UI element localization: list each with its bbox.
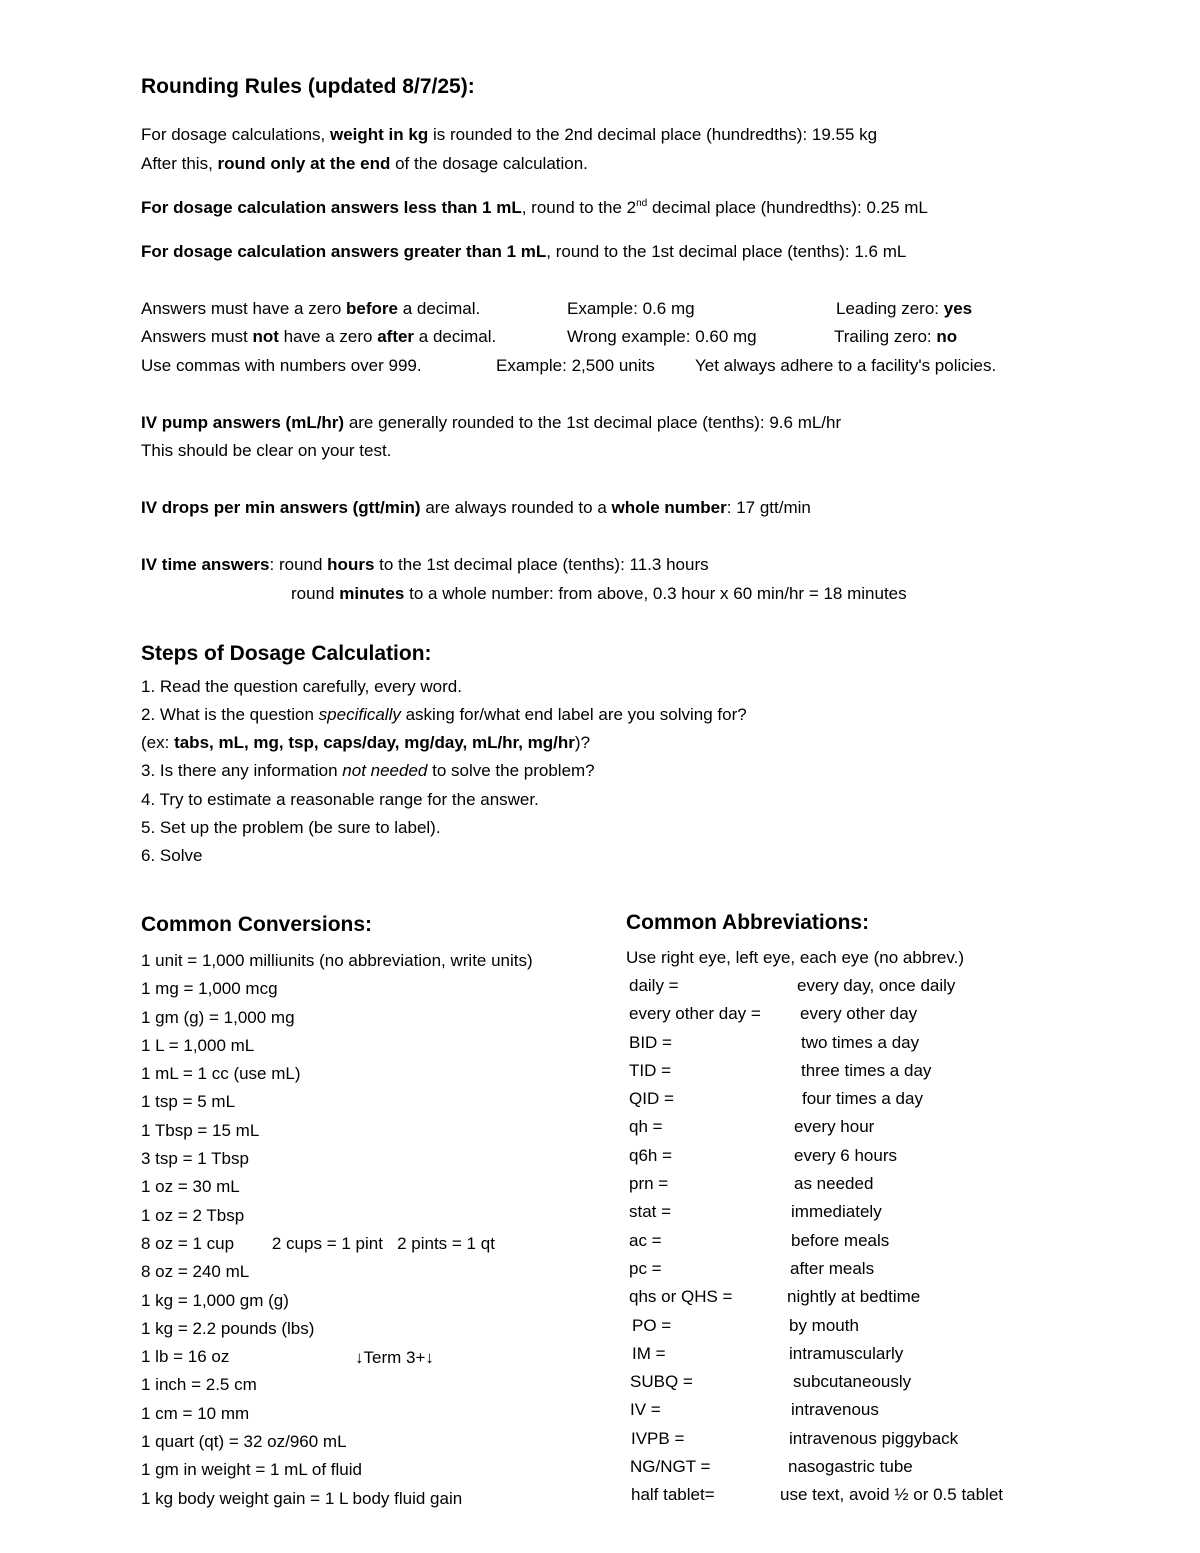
abbreviation-term: BID =: [629, 1032, 672, 1052]
less-than-1ml-rule: For dosage calculation answers less than 1 mL, round to the 2nd decimal place (hundredths): 0.25 mL: [141, 198, 928, 217]
abbreviation-term: TID =: [629, 1060, 672, 1080]
abbreviation-term: qh =: [629, 1117, 663, 1137]
abbreviation-meaning: after meals: [790, 1258, 875, 1278]
conversion-item: 1 Tbsp = 15 mL: [141, 1120, 260, 1140]
conversion-item: 1 mL = 1 cc (use mL): [141, 1064, 301, 1084]
step-3: 3. Is there any information not needed to solve the problem?: [141, 761, 595, 780]
abbreviation-meaning: intramuscularly: [789, 1343, 904, 1363]
conversion-item: 1 oz = 2 Tbsp: [141, 1205, 245, 1225]
iv-time-rule: IV time answers: round hours to the 1st decimal place (tenths): 11.3 hours: [141, 555, 709, 574]
abbreviation-meaning: by mouth: [789, 1315, 859, 1335]
abbreviation-term: IM =: [632, 1343, 666, 1363]
abbreviation-meaning: every hour: [794, 1117, 875, 1137]
trailing-zero-label: Trailing zero: no: [834, 327, 958, 346]
abbreviation-term: SUBQ =: [630, 1372, 693, 1392]
abbreviation-meaning: as needed: [794, 1174, 874, 1194]
conversion-item: 3 tsp = 1 Tbsp: [141, 1149, 249, 1169]
abbreviation-term: ac =: [629, 1230, 662, 1250]
abbreviation-meaning: intravenous piggyback: [789, 1428, 959, 1448]
abbreviation-term: prn =: [629, 1174, 669, 1194]
abbreviation-eye-note: Use right eye, left eye, each eye (no abbrev.): [626, 948, 964, 967]
leading-zero-label: Leading zero: yes: [836, 299, 973, 318]
abbreviation-term: every other day =: [629, 1004, 761, 1024]
abbreviation-meaning: every 6 hours: [794, 1145, 897, 1165]
conversion-item: 1 L = 1,000 mL: [141, 1035, 255, 1055]
conversion-item: 1 kg = 2.2 pounds (lbs): [141, 1318, 315, 1338]
greater-than-1ml-rule: For dosage calculation answers greater than 1 mL, round to the 1st decimal place (tenths): 1.6 mL: [141, 242, 907, 261]
abbreviation-meaning: nightly at bedtime: [787, 1287, 921, 1307]
iv-time-minutes-rule: round minutes to a whole number: from above, 0.3 hour x 60 min/hr = 18 minutes: [291, 584, 907, 603]
conversion-item: 8 oz = 1 cup 2 cups = 1 pint 2 pints = 1 qt: [141, 1233, 495, 1253]
conversion-item: 1 gm in weight = 1 mL of fluid: [141, 1460, 362, 1480]
abbreviations-title: Common Abbreviations:: [626, 911, 870, 934]
abbreviation-meaning: every day, once daily: [797, 976, 956, 995]
term-3-marker: ↓Term 3+↓: [355, 1348, 434, 1367]
commas-example: Example: 2,500 units: [496, 356, 655, 375]
conversion-item: 1 lb = 16 oz: [141, 1347, 230, 1367]
leading-zero-rule: Answers must have a zero before a decimal.: [141, 299, 481, 318]
abbreviation-meaning: nasogastric tube: [788, 1457, 913, 1477]
conversion-item: 1 mg = 1,000 mcg: [141, 979, 278, 999]
weight-rule: For dosage calculations, weight in kg is rounded to the 2nd decimal place (hundredths): 19.55 kg: [141, 125, 878, 144]
abbreviation-term: PO =: [632, 1315, 672, 1335]
step-5: 5. Set up the problem (be sure to label).: [141, 818, 441, 837]
iv-pump-rule: IV pump answers (mL/hr) are generally rounded to the 1st decimal place (tenths): 9.6 mL/hr: [141, 413, 842, 432]
trailing-zero-rule: Answers must not have a zero after a decimal.: [141, 327, 497, 346]
iv-pump-note: This should be clear on your test.: [141, 441, 392, 460]
facility-policy-note: Yet always adhere to a facility's policies.: [695, 356, 997, 375]
conversion-item: 1 cm = 10 mm: [141, 1403, 250, 1423]
abbreviation-meaning: before meals: [791, 1230, 890, 1250]
steps-title: Steps of Dosage Calculation:: [141, 642, 432, 665]
step-6: 6. Solve: [141, 846, 203, 865]
abbreviation-meaning: every other day: [800, 1004, 918, 1024]
leading-zero-example: Example: 0.6 mg: [567, 299, 695, 318]
rounding-title: Rounding Rules (updated 8/7/25):: [141, 75, 475, 98]
abbreviation-meaning: subcutaneously: [793, 1372, 912, 1392]
conversion-item: 1 kg = 1,000 gm (g): [141, 1290, 289, 1310]
abbreviation-term: IVPB =: [631, 1428, 685, 1448]
conversion-item: 1 oz = 30 mL: [141, 1177, 240, 1197]
step-2: 2. What is the question specifically asking for/what end label are you solving for?: [141, 705, 747, 724]
abbreviation-meaning: three times a day: [801, 1060, 932, 1080]
abbreviation-meaning: intravenous: [791, 1400, 879, 1420]
step-1: 1. Read the question carefully, every word.: [141, 677, 462, 696]
conversion-item: 1 quart (qt) = 32 oz/960 mL: [141, 1432, 347, 1452]
abbreviation-meaning: two times a day: [801, 1032, 920, 1052]
conversion-item: 8 oz = 240 mL: [141, 1262, 250, 1282]
abbreviation-term: pc =: [629, 1258, 662, 1278]
abbreviation-meaning: four times a day: [802, 1089, 923, 1109]
conversions-list: [141, 947, 533, 1513]
abbreviation-term: stat =: [629, 1202, 672, 1222]
abbreviation-term: q6h =: [629, 1145, 673, 1165]
conversion-item: 1 tsp = 5 mL: [141, 1092, 236, 1112]
abbreviation-meaning: use text, avoid ½ or 0.5 tablet: [780, 1485, 1004, 1505]
conversion-item: 1 kg body weight gain = 1 L body fluid gain: [141, 1488, 463, 1508]
conversion-item: 1 gm (g) = 1,000 mg: [141, 1007, 295, 1027]
abbreviation-term: QID =: [629, 1089, 674, 1109]
abbreviation-term: daily =: [629, 976, 679, 995]
abbreviation-term: NG/NGT =: [630, 1457, 711, 1477]
step-4: 4. Try to estimate a reasonable range for the answer.: [141, 790, 539, 809]
abbreviation-term: half tablet=: [631, 1485, 715, 1505]
trailing-zero-example: Wrong example: 0.60 mg: [567, 327, 757, 346]
abbreviation-meaning: immediately: [791, 1202, 882, 1222]
conversions-title: Common Conversions:: [141, 913, 373, 936]
step-2-examples: (ex: tabs, mL, mg, tsp, caps/day, mg/day, mL/hr, mg/hr)?: [141, 733, 591, 752]
commas-rule: Use commas with numbers over 999.: [141, 356, 422, 375]
abbreviation-term: qhs or QHS =: [629, 1287, 733, 1307]
conversion-item: 1 unit = 1,000 milliunits (no abbreviation, write units): [141, 951, 533, 970]
abbreviation-term: IV =: [630, 1400, 661, 1420]
iv-drops-rule: IV drops per min answers (gtt/min) are always rounded to a whole number: 17 gtt/min: [141, 498, 811, 517]
round-end-rule: After this, round only at the end of the dosage calculation.: [141, 154, 588, 173]
conversion-item: 1 inch = 2.5 cm: [141, 1375, 257, 1395]
